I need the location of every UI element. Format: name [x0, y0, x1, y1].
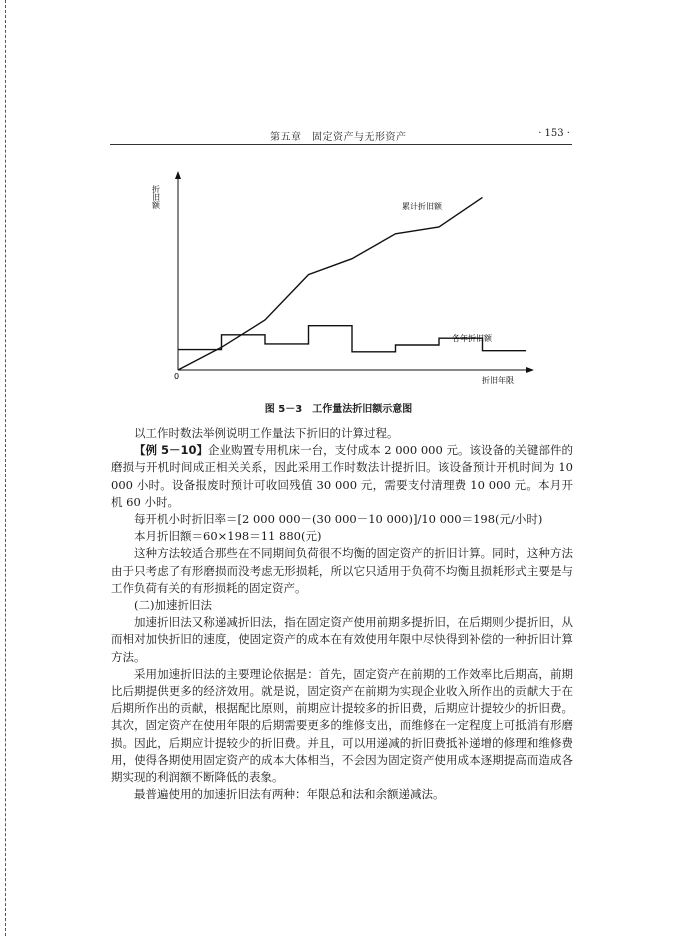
running-header [110, 126, 572, 145]
x-axis-label: 折旧年限 [482, 376, 514, 385]
example-label: 【例 5－10】 [134, 443, 209, 458]
example-text: 企业购置专用机床一台，支付成本 2 000 000 元。该设备的关键部件的磨损与开机时间成正相关关系，因此采用工作时数法计提折旧。该设备预计开机时间为 10 000 小时。设备报废时预计可收回残值 30 000 元，需要支付清理费 10 000 元。本月开机 60 小时。 [111, 443, 573, 509]
section-heading: (二)加速折旧法 [134, 598, 212, 613]
cumulative-depreciation-line [178, 197, 483, 370]
formula: 本月折旧额＝60×198＝11 880(元) [134, 529, 322, 544]
paragraph: 以工作时数法举例说明工作量法下折旧的计算过程。 [134, 426, 399, 440]
paragraph: 最普遍使用的加速折旧法有两种：年限总和法和余额递减法。 [134, 787, 445, 802]
annual-depreciation-label: 各年折旧额 [452, 334, 492, 343]
paragraph: 加速折旧法又称递减折旧法，指在固定资产使用前期多提折旧，在后期则少提折旧，从而相对加快折旧的速度，使固定资产的成本在有效使用年限中尽快得到补偿的一种折旧计算方法。 [111, 615, 573, 664]
figure-caption: 图 5－3 工作量法折旧额示意图 [264, 404, 413, 415]
body-text [111, 425, 573, 803]
depreciation-chart [150, 165, 550, 395]
cumulative-depreciation-label: 累计折旧额 [402, 202, 442, 211]
origin-label: 0 [174, 372, 180, 381]
paragraph: 采用加速折旧法的主要理论依据是：首先，固定资产在前期的工作效率比后期高，前期比后期提供更多的经济效用。就是说，固定资产在前期为实现企业收入所作出的贡献大于在后期所作出的贡献，根据配比原则，前期应计提较多的折旧费，后期应计提较少的折旧费。其次，固定资产在使用年限的后期需要更多的维修支出，而维修在一定程度上可抵消有形磨损。因此，后期应计提较少的折旧费。并且，可以用递减的折旧费抵补递增的修理和维修费用，使得各期使用固定资产的成本大体相当，不会因为固定资产使用成本逐期提高而造成各期实现的利润额不断降低的表象。 [111, 666, 573, 785]
x-axis-arrow [526, 367, 534, 373]
y-axis-label: 折旧额 [151, 185, 161, 209]
formula: 每开机小时折旧率＝[2 000 000－(30 000－10 000)]/10 000＝198(元/小时) [134, 512, 543, 527]
paragraph: 这种方法较适合那些在不同期间负荷很不均衡的固定资产的折旧计算。同时，这种方法由于只考虑了有形磨损而没考虑无形损耗，所以它只适用于负荷不均衡且损耗形式主要是与工作负荷有关的有形损耗的固定资产。 [111, 546, 573, 595]
page-number: · 153 · [538, 128, 570, 139]
example-paragraph [111, 442, 573, 511]
y-axis-arrow [175, 171, 181, 179]
chapter-title: 第五章 固定资产与无形资产 [270, 132, 407, 143]
binding-dashed-line [5, 0, 6, 936]
